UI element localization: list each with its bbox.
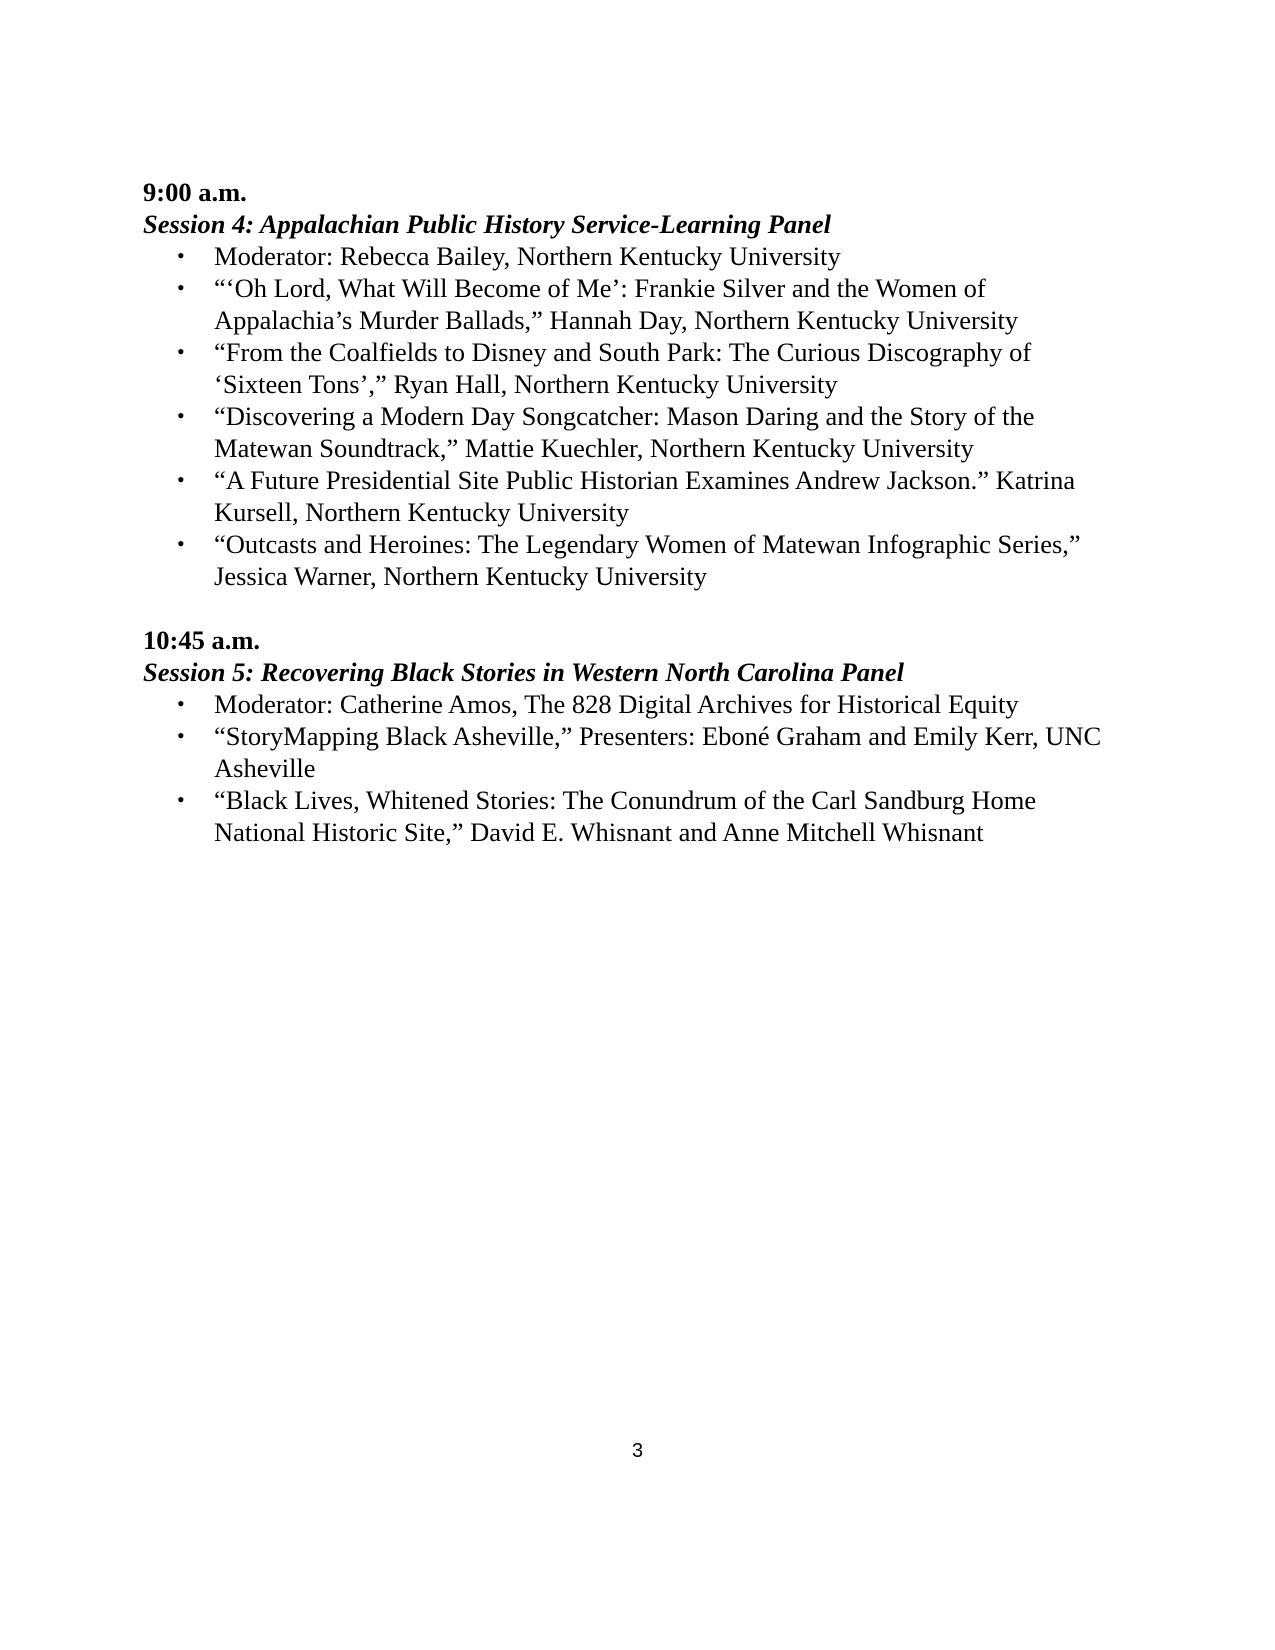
item-text: “Discovering a Modern Day Songcatcher: Mason Daring and the Story of the Matewan Soundtrack,” Mattie Kuechler, Northern Kentucky University <box>214 401 1035 463</box>
session-title: Session 4: Appalachian Public History Service-Learning Panel <box>143 209 832 239</box>
item-text: “Black Lives, Whitened Stories: The Conundrum of the Carl Sandburg Home National Historic Site,” David E. Whisnant and Anne Mitchell Whisnant <box>214 785 1037 847</box>
item-text: “StoryMapping Black Asheville,” Presenters: Eboné Graham and Emily Kerr, UNC Asheville <box>214 721 1102 783</box>
item-text: “Outcasts and Heroines: The Legendary Women of Matewan Infographic Series,” Jessica Warner, Northern Kentucky University <box>214 529 1081 591</box>
bullet-icon: • <box>177 339 185 364</box>
bullet-icon: • <box>177 467 185 492</box>
item-text: Moderator: Rebecca Bailey, Northern Kentucky University <box>214 241 841 271</box>
document-body <box>143 176 1103 880</box>
session-4 <box>143 176 1103 592</box>
list-item <box>143 336 1103 400</box>
bullet-icon: • <box>177 723 185 748</box>
item-text: “‘Oh Lord, What Will Become of Me’: Frankie Silver and the Women of Appalachia’s Murder Ballads,” Hannah Day, Northern Kentucky University <box>214 273 1019 335</box>
session-items <box>143 240 1103 592</box>
item-text: “From the Coalfields to Disney and South Park: The Curious Discography of ‘Sixteen Tons’,” Ryan Hall, Northern Kentucky University <box>214 337 1032 399</box>
bullet-icon: • <box>177 787 185 812</box>
page-number: 3 <box>631 1440 644 1462</box>
session-title: Session 5: Recovering Black Stories in Western North Carolina Panel <box>143 657 904 687</box>
bullet-icon: • <box>177 403 185 428</box>
list-item <box>143 528 1103 592</box>
session-time: 9:00 a.m. <box>143 177 247 207</box>
list-item <box>143 784 1103 848</box>
bullet-icon: • <box>177 691 185 716</box>
bullet-icon: • <box>177 531 185 556</box>
session-5 <box>143 624 1103 848</box>
item-text: Moderator: Catherine Amos, The 828 Digital Archives for Historical Equity <box>214 689 1019 719</box>
list-item <box>143 272 1103 336</box>
list-item <box>143 464 1103 528</box>
item-text: “A Future Presidential Site Public Historian Examines Andrew Jackson.” Katrina Kursell, Northern Kentucky University <box>214 465 1076 527</box>
session-time: 10:45 a.m. <box>143 625 261 655</box>
list-item <box>143 688 1103 720</box>
list-item <box>143 240 1103 272</box>
bullet-icon: • <box>177 243 185 268</box>
list-item <box>143 400 1103 464</box>
bullet-icon: • <box>177 275 185 300</box>
session-items <box>143 688 1103 848</box>
list-item <box>143 720 1103 784</box>
